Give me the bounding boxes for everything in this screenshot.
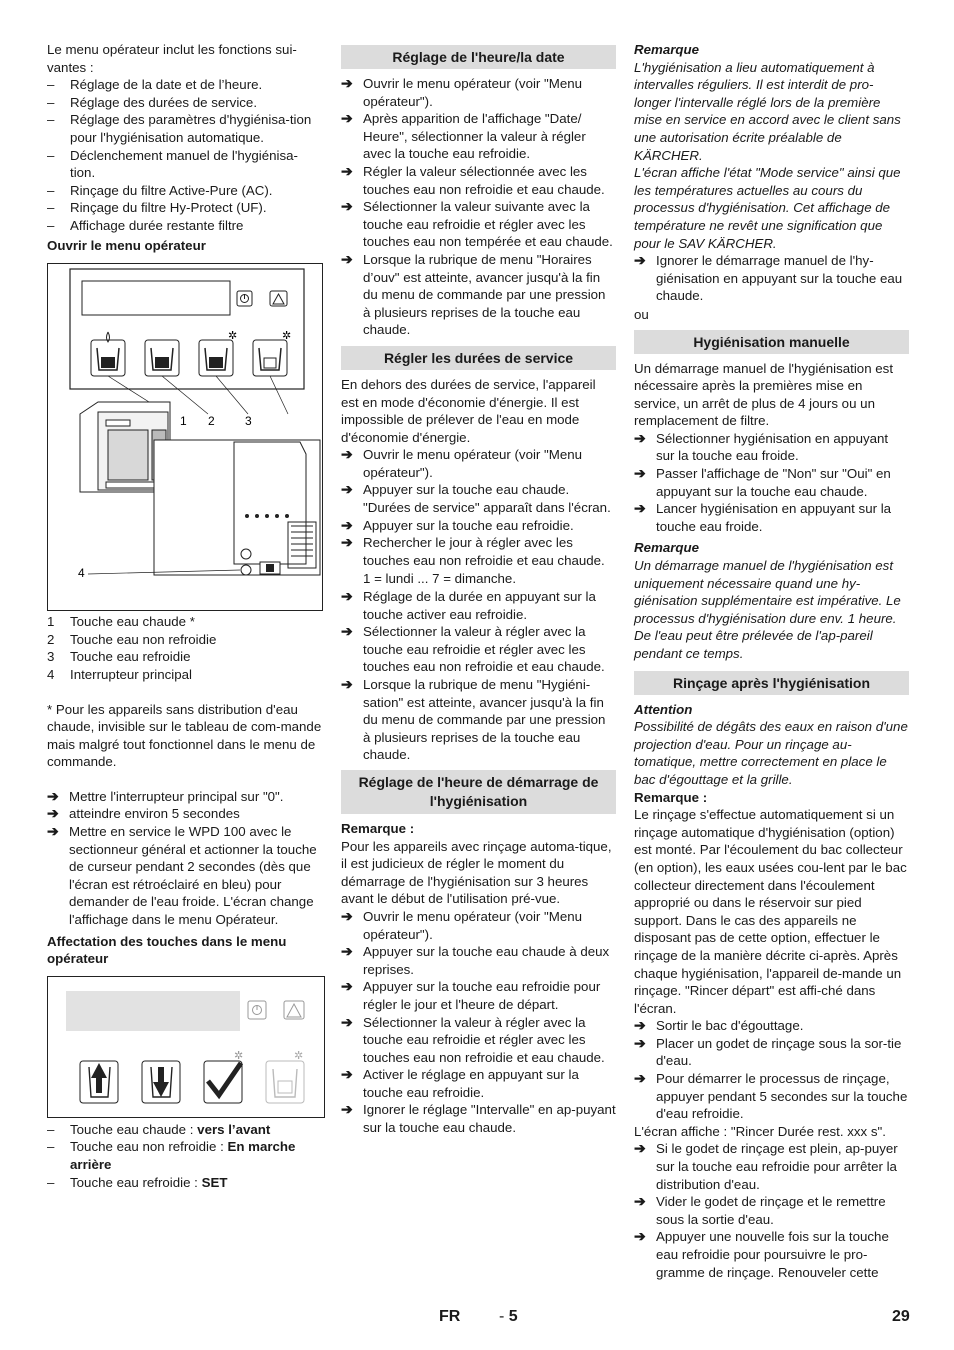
- list-item: – Touche eau non refroidie : En marche arrière: [47, 1139, 296, 1172]
- svg-text:✲: ✲: [234, 1048, 244, 1062]
- list-item: ➔ Appuyer une nouvelle fois sur la touche eau refroidie pour poursuivre le pro-gramme de rinçage. Renouveler cette: [634, 1228, 889, 1280]
- intro-text: Le menu opérateur inclut les fonctions sui-vantes :: [47, 42, 297, 75]
- list-item: ➔ Sélectionner la valeur à régler avec la touche eau refroidie et régler avec les touches eau non refroidie et eau chaude.: [341, 1013, 605, 1065]
- list-item: ➔ Rechercher le jour à régler avec les touches eau non refroidie et eau chaude.: [341, 534, 605, 568]
- section-heading-time: Réglage de l'heure/la date: [341, 45, 616, 69]
- callout-2: 2: [208, 414, 215, 429]
- days-note: 1 = lundi ... 7 = dimanche.: [363, 571, 517, 587]
- section-heading-durations: Régler les durées de service: [341, 346, 616, 370]
- time-steps: [341, 75, 616, 339]
- list-item: ➔ Appuyer sur la touche eau refroidie.: [341, 516, 574, 533]
- remark3-label: Remarque :: [634, 789, 708, 805]
- footer-language: FR: [439, 1308, 461, 1325]
- set-key-icon: [204, 1049, 243, 1103]
- figure-legend: [47, 613, 322, 683]
- list-item: ➔ Pour démarrer le processus de rinçage, appuyer pendant 5 secondes sur la touche d'eau refroidie.: [634, 1070, 908, 1122]
- list-item: – Réglage des durées de service.: [47, 94, 258, 110]
- legend-item: 4 Interrupteur principal: [47, 666, 192, 682]
- control-panel-illustration: [48, 264, 322, 610]
- page-number: 29: [892, 1308, 910, 1325]
- backward-key-icon: [142, 1061, 180, 1103]
- list-item: – Réglage des paramètres d'hygiénisa-tion pour l'hygiénisation automatique.: [47, 112, 312, 145]
- manual-intro: Un démarrage manuel de l'hygiénisation est nécessaire après la premières mise en service, un arrêt de plus de 4 jours ou un remplacement de filtre.: [634, 360, 894, 429]
- list-item: – Rinçage du filtre Active-Pure (AC).: [47, 182, 273, 198]
- rinse-text: Le rinçage s'effectue automatiquement si un rinçage automatique d'hygiénisation (option) est monté. Par l'écoulement du bac collecteur (en option), les eaux usées cou-lent par le bac collecteur directement dans l'écoulement approprié ou dans le réservoir sur pied support. Dans le cas des appareils ne disposant pas de cette option, effectuer le rinçage de la manière décrite ci-après. Après chaque hygiénisation, l'appareil de-mande un rinçage. "Rincer départ" est affi-ché dans l'écran.: [634, 807, 907, 1016]
- attention-title: Attention: [634, 701, 693, 717]
- remark2-title: Remarque: [634, 540, 700, 556]
- durations-steps-2: [341, 588, 616, 764]
- start-steps: [341, 908, 616, 1137]
- rinse-steps-2: [634, 1140, 909, 1281]
- list-item: ➔ Placer un godet de rinçage sous la sor-tie d'eau.: [634, 1034, 902, 1069]
- list-item: ➔ Vider le godet de rinçage et le remettre sous la sortie d'eau.: [634, 1193, 886, 1227]
- svg-text:✲: ✲: [294, 1048, 304, 1062]
- list-item: – Touche eau chaude : vers l’avant: [47, 1121, 271, 1137]
- list-item: ➔ Appuyer sur la touche eau refroidie pour régler le jour et l'heure de départ.: [341, 978, 601, 1012]
- list-item: ➔ Régler la valeur sélectionnée avec les touches eau non refroidie et eau chaude.: [341, 162, 605, 197]
- list-item: ➔ Passer l'affichage de "Non" sur "Oui" en appuyant sur la touche eau chaude.: [634, 465, 891, 499]
- list-item: ➔ Ignorer le réglage "Intervalle" en ap-puyant sur la touche eau chaude.: [341, 1101, 616, 1136]
- inactive-key-icon: [266, 1049, 304, 1103]
- heading-key-assignment: Affectation des touches dans le menu opérateur: [47, 933, 287, 967]
- list-item: ➔ Réglage de la durée en appuyant sur la touche activer eau refroidie.: [341, 588, 596, 622]
- attention-text: Possibilité de dégâts des eaux en raison d'une projection d'eau. Pour un rinçage au-tomatique, mettre correctement en place le bac d'égouttage et la grille.: [634, 719, 908, 787]
- key-assignment-list: [47, 1121, 322, 1191]
- list-item: ➔ Lorsque la rubrique de menu "Horaires d’ouv" est atteinte, avancer jusqu'à la fin du menu de commande par une pression à plusieurs reprises de la touche eau chaude.: [341, 250, 606, 338]
- column-right: [634, 41, 909, 1281]
- open-menu-steps: [47, 788, 322, 929]
- list-item: – Affichage durée restante filtre: [47, 217, 244, 233]
- list-item: ➔ Sélectionner la valeur suivante avec la touche eau refroidie et régler avec les touches eau non tempérée et eau chaude.: [341, 198, 613, 250]
- footer-section: - 5: [499, 1308, 518, 1325]
- rinse-steps: [634, 1017, 909, 1123]
- list-item: ➔ Appuyer sur la touche eau chaude à deux reprises.: [341, 943, 610, 977]
- list-item: ➔ Si le godet de rinçage est plein, ap-puyer sur la touche eau refroidie pour arrêter la distribution d'eau.: [634, 1140, 898, 1192]
- list-item: – Déclenchement manuel de l'hygiénisa-tion.: [47, 147, 298, 181]
- list-item: – Réglage de la date et de l’heure.: [47, 77, 263, 93]
- svg-text:✲: ✲: [282, 329, 292, 343]
- list-item: ➔ Lancer hygiénisation en appuyant sur la touche eau froide.: [634, 500, 892, 534]
- column-left: [47, 41, 322, 1191]
- section-heading-manual: Hygiénisation manuelle: [634, 330, 909, 354]
- list-item: ➔ Ignorer le démarrage manuel de l'hy-giénisation en appuyant sur la touche eau chaude.: [634, 252, 903, 304]
- non-chilled-water-key: [145, 340, 179, 376]
- list-item: ➔ Après apparition de l'affichage "Date/ Heure", sélectionner la valeur à régler avec la touche eau refroidie.: [341, 110, 586, 162]
- remark-text: L'hygiénisation a lieu automatiquement à intervalles réguliers. Il est interdit de pro-longer l'intervalle réglé lors de la première mise en service en accord avec le client sans une autorisation écrite préalable de KÄRCHER.: [634, 59, 901, 163]
- column-middle: [341, 45, 616, 1137]
- list-item: ➔ Activer le réglage en appuyant sur la touche eau refroidie.: [341, 1066, 579, 1100]
- callout-1: 1: [180, 414, 187, 429]
- durations-steps: [341, 446, 616, 569]
- list-item: ➔ Lorsque la rubrique de menu "Hygiéni-sation" est atteinte, avancer jusqu'à la fin du menu de commande par une pression à plusieurs reprises de la touche eau chaude.: [341, 676, 606, 763]
- callout-3: 3: [245, 414, 252, 429]
- footnote: * Pour les appareils sans distribution d'eau chaude, invisible sur le tableau de com-mande mais malgré tout fonctionnel dans le menu de commande.: [47, 701, 322, 770]
- switch-detail: [154, 440, 320, 575]
- manual-steps: [634, 430, 909, 536]
- list-item: ➔ Ouvrir le menu opérateur (voir "Menu opérateur").: [341, 907, 583, 942]
- function-list: [47, 76, 322, 234]
- figure-control-panel: [47, 263, 323, 611]
- svg-text:✲: ✲: [228, 329, 238, 343]
- remark-title: Remarque: [634, 42, 700, 57]
- callout-4: 4: [78, 566, 85, 581]
- list-item: ➔ Mettre l'interrupteur principal sur "0".: [47, 787, 284, 804]
- remark-label: Remarque :: [341, 820, 415, 836]
- screen-text: L'écran affiche : "Rincer Durée rest. xxx s".: [634, 1123, 886, 1139]
- figure-key-assignment: [47, 976, 325, 1118]
- list-item: ➔ Sélectionner hygiénisation en appuyant sur la touche eau froide.: [634, 429, 889, 464]
- remark-text-2: L'écran affiche l'état "Mode service" ainsi que les températures actuelles au cours du processus d'hygiénisation. Cet affichage de température ne revêt une signification que pour le SAV KÄRCHER.: [634, 165, 901, 251]
- start-intro: Pour les appareils avec rinçage automa-tique, il est judicieux de régler le moment du démarrage de l'hygiénisation sur 3 heures avant le début de l'utilisation pré-vue.: [341, 838, 612, 907]
- legend-item: 2 Touche eau non refroidie: [47, 631, 217, 647]
- list-item: – Rinçage du filtre Hy-Protect (UF).: [47, 200, 267, 216]
- durations-intro: En dehors des durées de service, l'appareil est en mode d'économie d'énergie. Il est impossible de prélever de l'eau en mode d'économie d'énergie.: [341, 376, 596, 445]
- forward-key-icon: [80, 1061, 118, 1103]
- list-item: ➔ Ouvrir le menu opérateur (voir "Menu opérateur").: [341, 75, 583, 109]
- list-item: ➔ Appuyer sur la touche eau chaude. "Durées de service" apparaît dans l'écran.: [341, 481, 611, 516]
- list-item: ➔ Sortir le bac d'égouttage.: [634, 1017, 804, 1034]
- or-text: ou: [634, 306, 649, 322]
- remark2-text: Un démarrage manuel de l'hygiénisation est uniquement nécessaire quand une hy-giénisation supplémentaire est impérative. Le processus d'hygiénisation dure env. 1 heure. De l'eau peut être prélevée de l'ap-pareil pendant ce temps.: [634, 558, 901, 661]
- list-item: ➔ Ouvrir le menu opérateur (voir "Menu opérateur").: [341, 446, 583, 480]
- list-item: – Touche eau refroidie : SET: [47, 1174, 228, 1190]
- legend-item: 3 Touche eau refroidie: [47, 649, 191, 665]
- list-item: ➔ Mettre en service le WPD 100 avec le sectionneur général et actionner la touche de curseur pendant 2 secondes (dès que l'écran est rétroéclairé en bleu) pour demander de l'eau froide. L'écran change l'affichage dans le menu Opérateur.: [47, 823, 317, 928]
- section-heading-start-time: Réglage de l'heure de démarrage de l'hygiénisation: [341, 770, 616, 814]
- legend-item: 1 Touche eau chaude *: [47, 614, 195, 630]
- section-heading-rinse: Rinçage après l'hygiénisation: [634, 671, 909, 695]
- list-item: ➔ atteindre environ 5 secondes: [47, 805, 240, 822]
- keys-illustration: [48, 977, 324, 1117]
- heading-open-menu: Ouvrir le menu opérateur: [47, 237, 206, 253]
- list-item: ➔ Sélectionner la valeur à régler avec la touche eau refroidie et régler avec les touches eau non refroidie et eau chaude.: [341, 623, 605, 675]
